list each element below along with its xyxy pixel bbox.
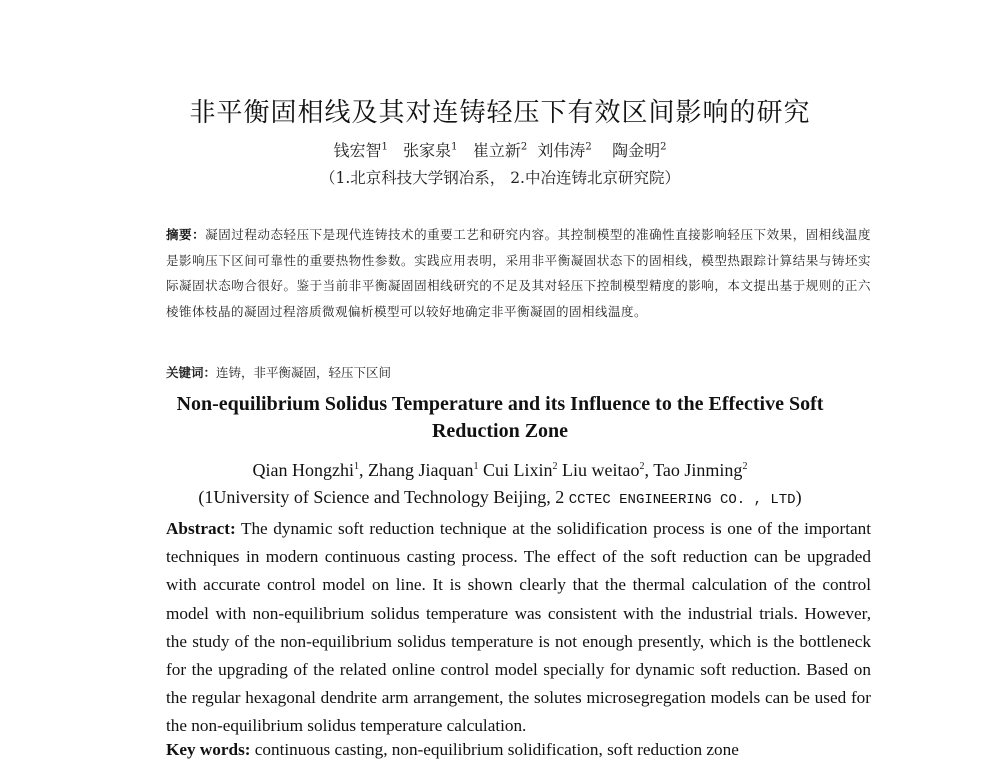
chinese-abstract bbox=[166, 222, 871, 324]
en-author: Tao Jinming bbox=[653, 460, 743, 480]
cn-author: 张家泉 bbox=[403, 141, 452, 160]
chinese-title: 非平衡固相线及其对连铸轻压下有效区间影响的研究 bbox=[189, 98, 811, 128]
english-title: Non-equilibrium Solidus Temperature and its Influence to the Effective Soft Reduction Zone bbox=[176, 393, 824, 442]
en-author: Cui Lixin bbox=[483, 460, 553, 480]
english-affiliation bbox=[0, 487, 1000, 508]
en-author-sup: 2 bbox=[639, 461, 645, 472]
en-author-sup: 1 bbox=[354, 461, 360, 472]
en-affil-part: ) bbox=[795, 487, 802, 507]
english-abstract bbox=[166, 515, 871, 741]
en-author-sup: 1 bbox=[473, 461, 479, 472]
chinese-keywords-text: 连铸，非平衡凝固，轻压下区间 bbox=[216, 365, 392, 380]
en-affil-company: CCTEC ENGINEERING CO. , LTD bbox=[568, 492, 796, 508]
chinese-authors bbox=[0, 138, 1000, 161]
en-affil-part: (1University of Science and Technology Beijing, 2 bbox=[198, 487, 569, 507]
chinese-abstract-label: 摘要： bbox=[166, 227, 206, 242]
en-author-sep: , bbox=[359, 460, 369, 480]
en-author-sup: 2 bbox=[552, 461, 558, 472]
cn-author-sup: 2 bbox=[585, 141, 592, 153]
cn-author: 刘伟涛 bbox=[537, 141, 586, 160]
en-author: Qian Hongzhi bbox=[252, 460, 355, 480]
cn-author: 崔立新 bbox=[472, 141, 521, 160]
cn-author-sup: 2 bbox=[520, 141, 528, 153]
en-author: Zhang Jiaquan bbox=[368, 460, 474, 480]
chinese-abstract-text: 凝固过程动态轻压下是现代连铸技术的重要工艺和研究内容。其控制模型的准确性直接影响轻压下效果，固相线温度是影响压下区间可靠性的重要热物性参数。实践应用表明，采用非平衡凝固状态下的固相线，模型热跟踪计算结果与铸坯实际凝固状态吻合很好。鉴于当前非平衡凝固固相线研究的不足及其对轻压下控制模型精度的影响，本文提出基于规则的正六棱锥体枝晶的凝固过程溶质微观偏析模型可以较好地确定非平衡凝固的固相线温度。 bbox=[166, 227, 871, 319]
english-abstract-text: The dynamic soft reduction technique at the solidification process is one of the important techniques in modern continuous casting process. The effect of the soft reduction can be upgraded with accurate control model on line. It is shown clearly that the thermal calculation of the control model with non-equilibrium solidus temperature was consistent with the industrial trials. However, the study of the non-equilibrium solidus temperature is not enough presently, which is the bottleneck for the upgrading of the related online control model specially for dynamic soft reduction. Based on the regular hexagonal dendrite arm arrangement, the solutes microsegregation models can be used for the non-equilibrium solidus temperature calculation. bbox=[166, 519, 871, 736]
cn-author: 钱宏智 bbox=[333, 141, 382, 160]
english-abstract-label: Abstract: bbox=[166, 519, 236, 538]
english-authors bbox=[0, 460, 1000, 481]
cn-author-sup: 2 bbox=[660, 141, 667, 153]
english-keywords bbox=[166, 740, 871, 760]
chinese-keywords-label: 关键词： bbox=[166, 365, 217, 380]
chinese-affiliation: （1.北京科技大学钢冶系， 2.中冶连铸北京研究院） bbox=[319, 169, 680, 187]
cn-author-sup: 1 bbox=[381, 141, 388, 153]
english-keywords-text: continuous casting, non-equilibrium solidification, soft reduction zone bbox=[250, 740, 739, 759]
chinese-keywords bbox=[166, 363, 871, 381]
en-author: Liu weitao bbox=[562, 460, 640, 480]
en-author-sep: , bbox=[644, 460, 654, 480]
english-keywords-label: Key words: bbox=[166, 740, 251, 759]
en-author-sup: 2 bbox=[742, 461, 748, 472]
cn-author: 陶金明 bbox=[612, 141, 661, 160]
cn-author-sup: 1 bbox=[451, 141, 458, 153]
